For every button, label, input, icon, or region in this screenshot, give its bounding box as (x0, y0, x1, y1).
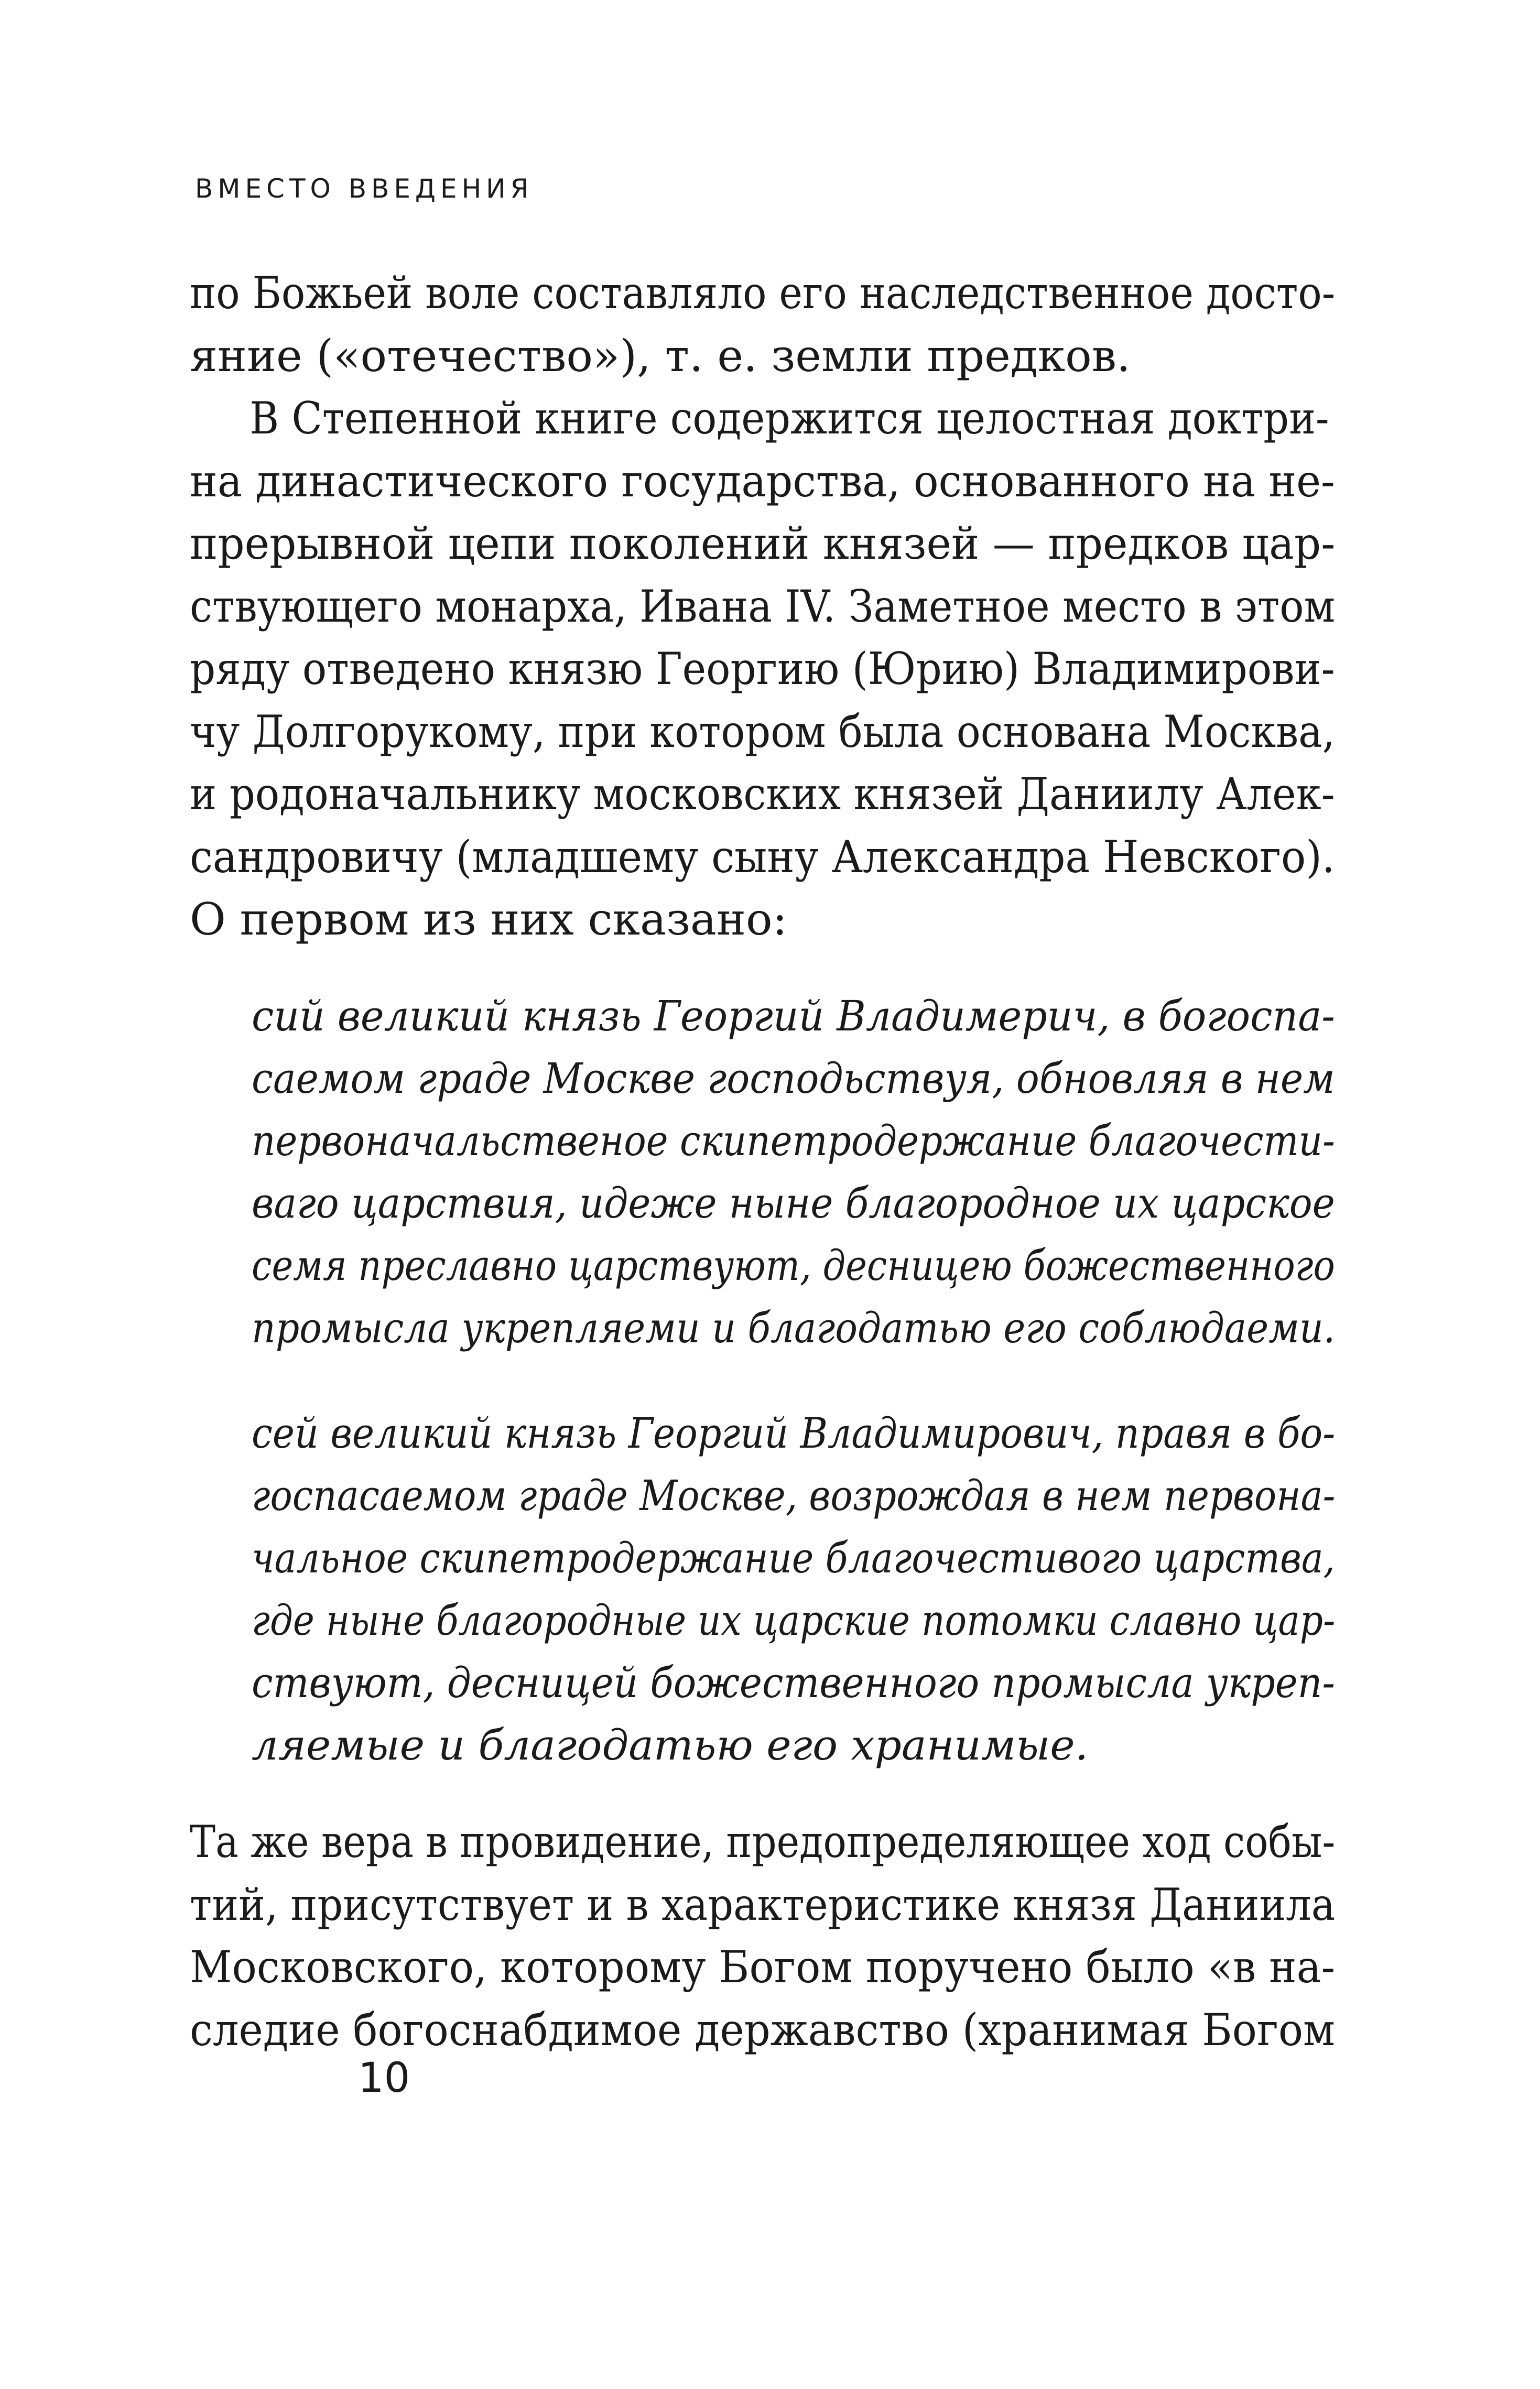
text-line: ствующего монарха, Ивана IV. Заметное место в этом (190, 580, 1336, 632)
quote-line: первоначальственое скипетродержание благочести- (252, 1116, 1335, 1165)
text-line: сандровичу (младшему сыну Александра Невского). (190, 831, 1335, 883)
text-line: В Степенной книге содержится целостная доктри- (250, 393, 1329, 444)
quote-line: госпасаемом граде Москве, возрождая в нем первона- (252, 1471, 1336, 1520)
running-head: ВМЕСТО ВВЕДЕНИЯ (195, 173, 534, 204)
text-line: Та же вера в провидение, предопределяющее ход собы- (190, 1816, 1336, 1867)
text-line: на династического государства, основанного на не- (190, 455, 1335, 507)
text-line: О первом из них сказано: (190, 894, 787, 945)
quote-line: семя преславно царствуют, десницею божественного (252, 1241, 1335, 1290)
quote-line: где ныне благородные их царские потомки славно цар- (252, 1596, 1336, 1645)
text-line: следие богоснабдимое державство (хранимая Богом (190, 2004, 1335, 2056)
text-line: чу Долгорукому, при котором была основана Москва, (190, 705, 1335, 757)
paragraph-2 (190, 387, 1335, 951)
quote-line: ваго царствия, идеже ныне благородное их царское (252, 1179, 1335, 1228)
quote-line: саемом граде Москве господьствуя, обновляя в нем (252, 1054, 1335, 1103)
text-line: по Божьей воле составляло его наследственное досто- (190, 267, 1336, 319)
quote-line: ствуют, десницей божественного промысла укреп- (252, 1658, 1335, 1707)
page-number: 10 (358, 2055, 410, 2102)
paragraph-3 (190, 1811, 1335, 2061)
quote-line: чальное скипетродержание благочестивого царства, (252, 1534, 1335, 1582)
quote-original (252, 985, 1335, 1359)
quote-line: ляемые и благодатью его хранимые. (252, 1721, 1089, 1769)
quote-translation (252, 1402, 1335, 1776)
text-line: Московского, которому Богом поручено было «в на- (190, 1941, 1336, 1993)
text-line: ряду отведено князю Георгию (Юрию) Владимирови- (190, 643, 1335, 694)
text-line: и родоначальнику московских князей Даниилу Алек- (190, 768, 1335, 820)
text-line: яние («отечество»), т. е. земли предков. (190, 330, 1131, 382)
quote-line: сей великий князь Георгий Владимирович, правя в бо- (252, 1409, 1336, 1458)
quote-line: сий великий князь Георгий Владимерич, в богоспа- (252, 992, 1335, 1040)
text-line: тий, присутствует и в характеристике князя Даниила (190, 1878, 1336, 1930)
text-line: прерывной цепи поколений князей — предков цар- (190, 518, 1336, 569)
quote-line: промысла укрепляеми и благодатью его соблюдаеми. (252, 1304, 1336, 1352)
paragraph-1 (190, 262, 1335, 387)
